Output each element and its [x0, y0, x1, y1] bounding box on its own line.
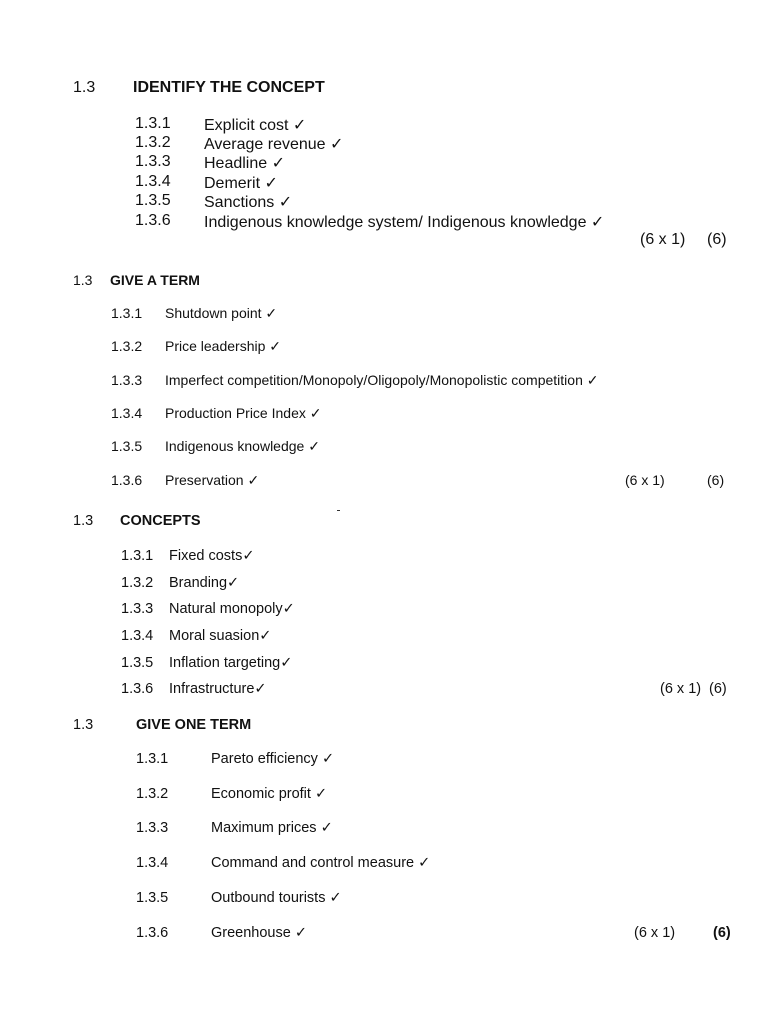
- marks-calculation: (6 x 1): [660, 681, 702, 697]
- marks-calculation: (6 x 1): [634, 925, 676, 941]
- item-number: 1.3.1: [135, 115, 171, 132]
- item-number: 1.3.6: [121, 681, 154, 697]
- item-text: Inflation targeting✓: [169, 655, 293, 671]
- section-heading: GIVE ONE TERM: [136, 717, 252, 733]
- item-text: Demerit ✓: [204, 175, 278, 192]
- item-number: 1.3.2: [121, 575, 154, 591]
- item-text: Greenhouse ✓: [211, 925, 307, 941]
- item-number: 1.3.2: [135, 134, 171, 151]
- item-text: Fixed costs✓: [169, 548, 255, 564]
- item-text: Sanctions ✓: [204, 194, 293, 211]
- item-number: 1.3.6: [135, 212, 171, 229]
- item-text: Headline ✓: [204, 155, 286, 172]
- item-number: 1.3.3: [136, 820, 169, 836]
- item-text: Explicit cost ✓: [204, 117, 307, 134]
- item-number: 1.3.1: [111, 305, 143, 321]
- item-text: Indigenous knowledge ✓: [165, 438, 320, 454]
- item-number: 1.3.5: [136, 890, 169, 906]
- section-number: 1.3: [73, 272, 93, 288]
- item-text: Imperfect competition/Monopoly/Oligopoly/Monopolistic competition ✓: [165, 372, 599, 388]
- item-number: 1.3.5: [111, 438, 143, 454]
- section-heading: GIVE A TERM: [110, 272, 200, 288]
- item-text: Natural monopoly✓: [169, 601, 295, 617]
- item-number: 1.3.3: [121, 601, 154, 617]
- marks-total: (6): [713, 925, 731, 941]
- item-number: 1.3.5: [135, 192, 171, 209]
- section-number: 1.3: [73, 513, 94, 529]
- marks-calculation: (6 x 1): [640, 231, 686, 248]
- item-text: Preservation ✓: [165, 472, 260, 488]
- item-text: Infrastructure✓: [169, 681, 267, 697]
- item-text: Production Price Index ✓: [165, 405, 322, 421]
- section-number: 1.3: [73, 717, 94, 733]
- item-text: Moral suasion✓: [169, 628, 272, 644]
- item-number: 1.3.6: [111, 472, 143, 488]
- item-number: 1.3.1: [121, 548, 154, 564]
- item-number: 1.3.3: [111, 372, 143, 388]
- item-number: 1.3.6: [136, 925, 169, 941]
- item-text: Price leadership ✓: [165, 338, 282, 354]
- item-number: 1.3.2: [111, 338, 143, 354]
- item-number: 1.3.5: [121, 655, 154, 671]
- item-number: 1.3.4: [135, 173, 171, 190]
- item-text: Shutdown point ✓: [165, 305, 278, 321]
- marks-calculation: (6 x 1): [625, 472, 665, 488]
- item-text: Maximum prices ✓: [211, 820, 333, 836]
- marks-total: (6): [707, 231, 727, 248]
- section-heading: IDENTIFY THE CONCEPT: [133, 79, 325, 96]
- item-number: 1.3.4: [111, 405, 143, 421]
- item-text: Command and control measure ✓: [211, 855, 431, 871]
- marks-total: (6): [709, 681, 727, 697]
- item-text: Average revenue ✓: [204, 136, 344, 153]
- item-number: 1.3.1: [136, 751, 169, 767]
- item-text: Indigenous knowledge system/ Indigenous knowledge ✓: [204, 214, 605, 231]
- item-number: 1.3.2: [136, 786, 169, 802]
- item-number: 1.3.4: [136, 855, 169, 871]
- item-text: Pareto efficiency ✓: [211, 751, 335, 767]
- section-heading: CONCEPTS: [120, 513, 201, 529]
- section-number: 1.3: [73, 79, 96, 96]
- stray-mark: [337, 510, 340, 511]
- item-text: Outbound tourists ✓: [211, 890, 342, 906]
- item-text: Economic profit ✓: [211, 786, 328, 802]
- item-text: Branding✓: [169, 575, 240, 591]
- item-number: 1.3.4: [121, 628, 154, 644]
- item-number: 1.3.3: [135, 153, 171, 170]
- marks-total: (6): [707, 472, 725, 488]
